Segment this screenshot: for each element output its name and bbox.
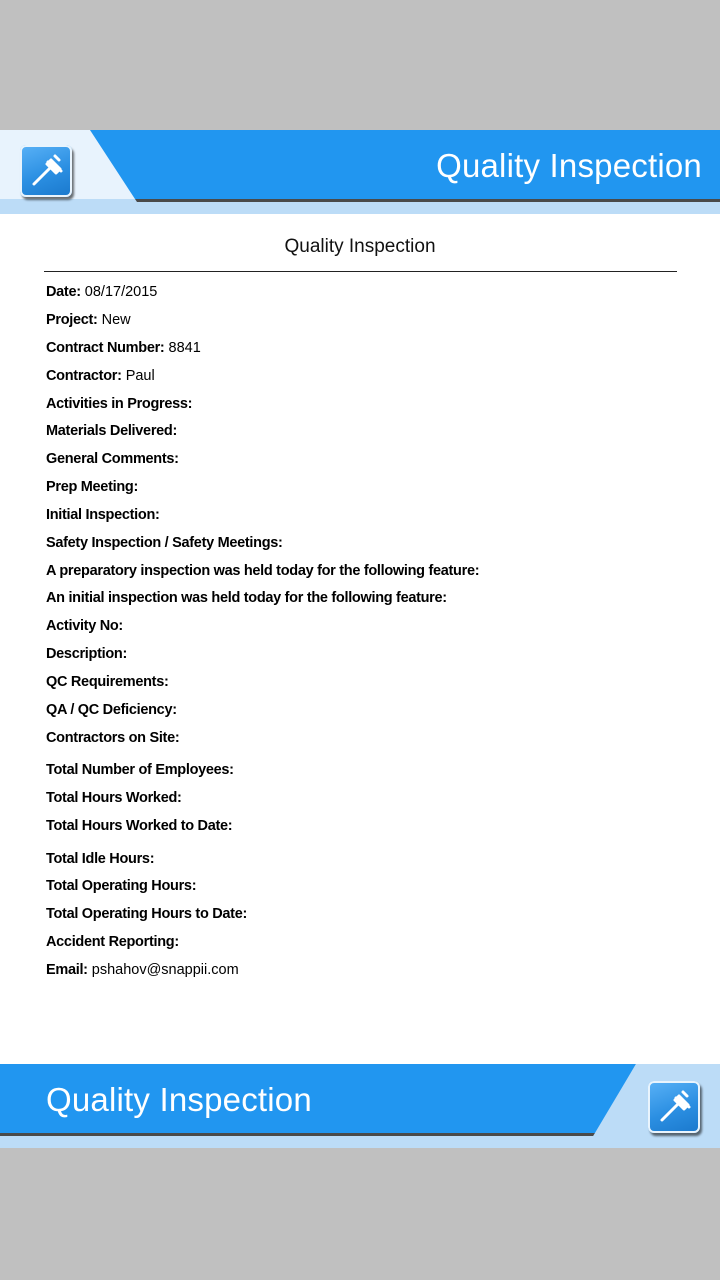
- field-contract-number: Contract Number: 8841: [46, 340, 201, 356]
- field-total-hours-worked: Total Hours Worked:: [46, 790, 182, 806]
- field-prep-meeting: Prep Meeting:: [46, 479, 138, 495]
- field-initial-inspection-feature: An initial inspection was held today for the following feature:: [46, 590, 447, 606]
- field-description: Description:: [46, 646, 127, 662]
- report-title: Quality Inspection: [284, 236, 436, 257]
- field-email: Email: pshahov@snappii.com: [46, 962, 239, 978]
- field-total-employees: Total Number of Employees:: [46, 762, 234, 778]
- header-title: Quality Inspection: [436, 147, 702, 184]
- field-accident-reporting: Accident Reporting:: [46, 934, 179, 950]
- field-total-idle-hours: Total Idle Hours:: [46, 851, 155, 867]
- header-bar: [0, 130, 720, 214]
- field-total-operating-hours-to-date: Total Operating Hours to Date:: [46, 906, 247, 922]
- caliper-icon[interactable]: [20, 145, 72, 197]
- field-date: Date: 08/17/2015: [46, 284, 158, 300]
- report-content: [0, 214, 720, 1064]
- footer-bar: [0, 1064, 720, 1148]
- field-activities-in-progress: Activities in Progress:: [46, 396, 193, 412]
- field-contractors-on-site: Contractors on Site:: [46, 730, 180, 746]
- field-total-operating-hours: Total Operating Hours:: [46, 878, 197, 894]
- field-qa-qc-deficiency: QA / QC Deficiency:: [46, 702, 177, 718]
- field-materials-delivered: Materials Delivered:: [46, 423, 178, 439]
- footer-title: Quality Inspection: [46, 1081, 312, 1118]
- field-contractor: Contractor: Paul: [46, 368, 155, 384]
- field-general-comments: General Comments:: [46, 451, 179, 467]
- field-activity-no: Activity No:: [46, 618, 123, 634]
- title-divider: [44, 271, 677, 272]
- field-safety-inspection: Safety Inspection / Safety Meetings:: [46, 535, 283, 551]
- field-total-hours-to-date: Total Hours Worked to Date:: [46, 818, 233, 834]
- field-project: Project: New: [46, 312, 131, 328]
- caliper-icon[interactable]: [648, 1081, 700, 1133]
- field-preparatory-inspection: A preparatory inspection was held today for the following feature:: [46, 563, 480, 579]
- field-initial-inspection: Initial Inspection:: [46, 507, 160, 523]
- field-qc-requirements: QC Requirements:: [46, 674, 169, 690]
